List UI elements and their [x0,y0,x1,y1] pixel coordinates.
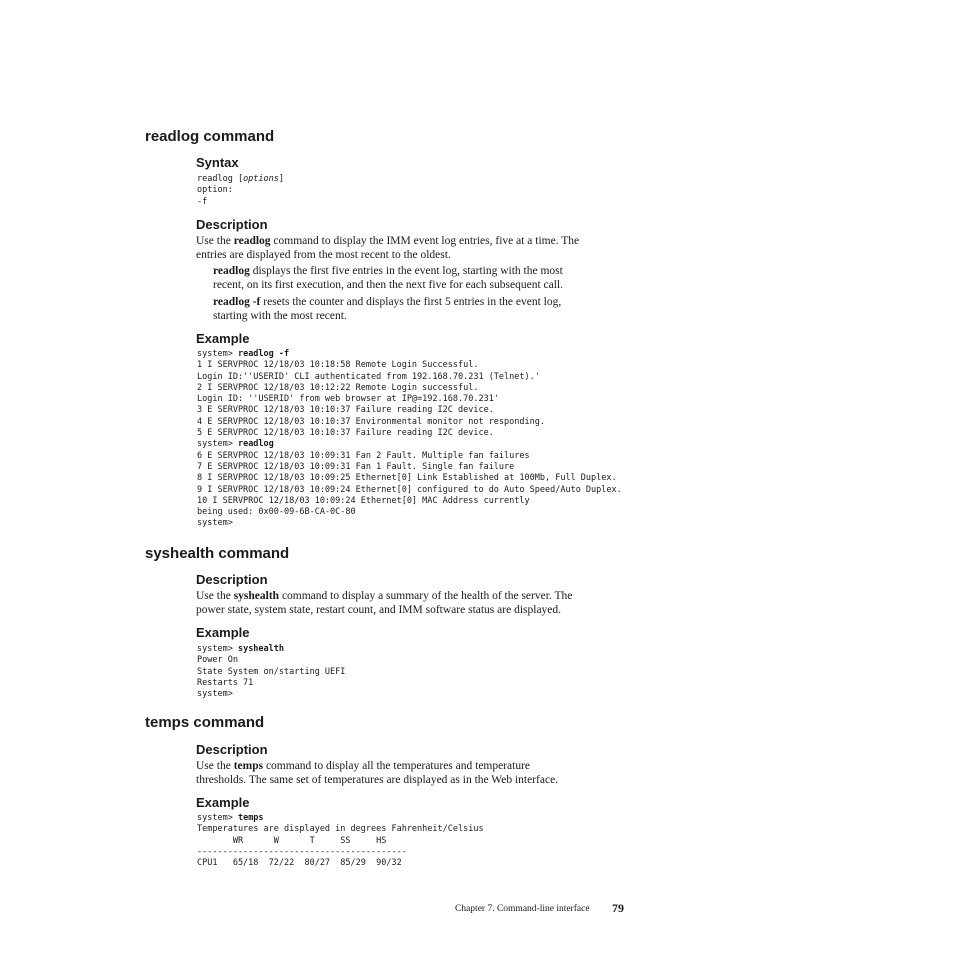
syntax-option-f: -f [197,196,208,207]
text: Use the [196,760,234,772]
text: starting with the most recent. [213,310,347,322]
text-bold: temps [233,760,264,772]
section-title-readlog: readlog command [145,128,275,145]
command: temps [237,813,264,823]
readlog-description-heading: Description [196,217,268,232]
text: command to display the IMM event log entries, five at a time. The [270,235,580,247]
temps-description-heading: Description [196,742,268,757]
command: readlog -f [237,349,290,359]
output: Temperatures are displayed in degrees Fahrenheit/Celsius WR W T SS HS ----------------------------------------- CPU1 65/18 72/22 80/27 85/29 90/32 [197,824,484,869]
syntax-option-label: option: [197,185,233,196]
readlog-description-p1 [196,234,579,262]
prompt: system> [197,644,238,654]
syntax-block [197,174,284,208]
text: command to display all the temperatures and temperature [263,760,531,772]
prompt: system> [197,813,238,823]
footer-chapter: Chapter 7. Command-line interface [455,904,590,914]
readlog-description-p2 [213,264,563,292]
temps-example-block [197,813,484,869]
syshealth-description [196,589,572,617]
syntax-cmd: readlog [ [197,174,244,184]
temps-example-heading: Example [196,795,250,810]
readlog-description-p3 [213,295,561,323]
syshealth-example-heading: Example [196,625,250,640]
text: entries are displayed from the most recent to the oldest. [196,249,451,261]
text-bold: syshealth [233,590,280,602]
output: Power On State System on/starting UEFI Restarts 71 system> [197,655,346,700]
text: thresholds. The same set of temperatures are displayed as in the Web interface. [196,774,559,786]
temps-description [196,759,558,787]
text-bold: readlog [233,235,271,247]
syntax-close: ] [278,174,285,184]
text: Use the [196,590,234,602]
section-title-temps: temps command [145,714,265,731]
text-bold: readlog [213,265,250,277]
output: 1 I SERVPROC 12/18/03 10:18:58 Remote Login Successful. Login ID:''USERID' CLI authenticated from 192.168.70.231 (Telnet).' 2 I SERVPROC 12/18/03 10:12:22 Remote Login successful. Login ID: ''USERID' from web browser at IP@=192.168.70.231' 3 E SERVPROC 12/18/03 10:10:37 Failure reading I2C device. 4 E SERVPROC 12/18/03 10:10:37 Environmental monitor not responding. 5 E SERVPROC 12/18/03 10:10:37 Failure reading I2C device. [197,360,545,439]
text: Use the [196,235,234,247]
page-number: 79 [612,901,624,915]
section-title-syshealth: syshealth command [145,545,290,562]
syntax-heading: Syntax [196,155,239,170]
output: 6 E SERVPROC 12/18/03 10:09:31 Fan 2 Fault. Multiple fan failures 7 E SERVPROC 12/18/03 10:09:31 Fan 1 Fault. Single fan failure 8 I SERVPROC 12/18/03 10:09:25 Ethernet[0] Link Established at 100Mb, Full Duplex. 9 I SERVPROC 12/18/03 10:09:24 Ethernet[0] configured to do Auto Speed/Auto Duplex. 10 I SERVPROC 12/18/03 10:09:24 Ethernet[0] MAC Address currently being used: 0x00-09-6B-CA-0C-80 system> [197,450,622,529]
readlog-example-block [197,349,622,530]
prompt: system> [197,439,238,450]
text: resets the counter and displays the first 5 entries in the event log, [260,296,562,308]
text: command to display a summary of the health of the server. The [279,590,573,602]
readlog-example-heading: Example [196,331,250,346]
text: power state, system state, restart count, and IMM software status are displayed. [196,604,562,616]
syntax-options: options [243,174,279,184]
text: displays the first five entries in the event log, starting with the most [249,265,563,277]
text: recent, on its first execution, and then the next five for each subsequent call. [213,279,563,291]
syshealth-example-block [197,644,345,700]
text-bold: readlog -f [213,296,261,308]
prompt: system> [197,349,238,359]
command: syshealth [237,644,285,654]
syshealth-description-heading: Description [196,572,268,587]
command: readlog [237,439,274,450]
